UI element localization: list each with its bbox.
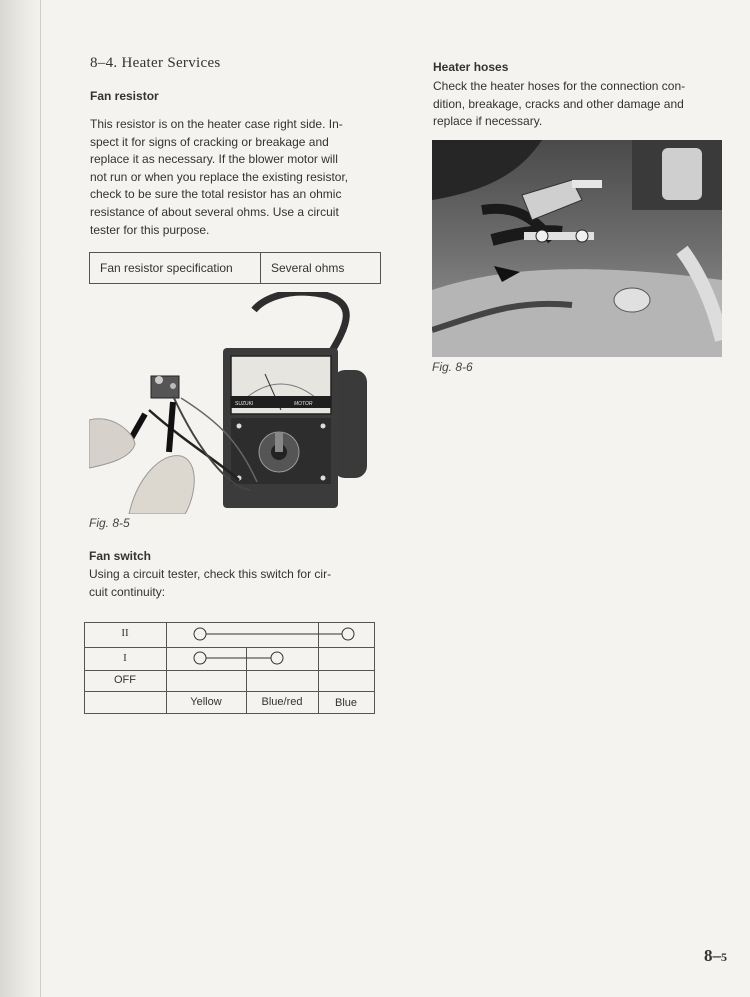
fan-resistor-paragraph bbox=[90, 116, 382, 239]
text-line: dition, breakage, cracks and other damage and bbox=[433, 96, 684, 111]
spec-value: Several ohms bbox=[261, 253, 381, 284]
page-spine-edge bbox=[40, 0, 41, 997]
tester-motor-text: MOTOR bbox=[294, 401, 313, 407]
terminal-circle bbox=[271, 652, 283, 664]
text-line: tester for this purpose. bbox=[90, 222, 210, 237]
continuity-diagram bbox=[84, 622, 375, 714]
terminal-circle bbox=[194, 628, 206, 640]
wire-yellow-label: Yellow bbox=[190, 696, 222, 708]
text-line: cuit continuity: bbox=[89, 584, 166, 599]
tester-brand-text: SUZUKI bbox=[235, 401, 254, 407]
fan-switch-heading: Fan switch bbox=[89, 549, 152, 563]
fig-8-5-caption: Fig. 8-5 bbox=[89, 516, 130, 530]
fig-8-6-photo bbox=[432, 140, 722, 357]
heater-hoses-heading: Heater hoses bbox=[433, 60, 509, 74]
terminal-circle bbox=[194, 652, 206, 664]
text-line: resistance of about several ohms. Use a circuit bbox=[90, 204, 339, 219]
text-line: not run or when you replace the existing resistor, bbox=[90, 169, 349, 184]
fan-resistor-spec-table bbox=[89, 252, 381, 284]
switch-position-ii: II bbox=[121, 627, 129, 639]
engine-bay-illustration bbox=[432, 140, 722, 357]
fig-8-5-photo bbox=[89, 292, 376, 514]
text-line: This resistor is on the heater case right side. In- bbox=[90, 117, 343, 131]
fan-switch-paragraph bbox=[89, 566, 381, 601]
heater-hoses-paragraph bbox=[433, 78, 723, 131]
page-number-main: 8– bbox=[704, 946, 721, 965]
switch-position-off: OFF bbox=[114, 674, 136, 686]
text-line: replace if necessary. bbox=[433, 114, 543, 129]
fan-switch-continuity-table bbox=[84, 622, 375, 714]
page-spine-shadow bbox=[0, 0, 42, 997]
fan-resistor-heading: Fan resistor bbox=[90, 89, 159, 103]
fig-8-6-caption: Fig. 8-6 bbox=[432, 360, 473, 374]
text-line: replace it as necessary. If the blower motor will bbox=[90, 152, 338, 167]
terminal-circle bbox=[342, 628, 354, 640]
spec-row bbox=[90, 253, 381, 284]
section-title: 8–4. Heater Services bbox=[90, 55, 221, 71]
text-line: check to be sure the total resistor has an ohmic bbox=[90, 187, 342, 202]
spec-label: Fan resistor specification bbox=[90, 253, 261, 284]
text-line: spect it for signs of cracking or breakage and bbox=[90, 134, 329, 149]
wire-blue-red-label: Blue/red bbox=[261, 696, 303, 708]
circuit-tester-illustration bbox=[89, 292, 376, 514]
wire-blue-label: Blue bbox=[334, 697, 358, 709]
page-number-sub: 5 bbox=[721, 950, 727, 964]
page-number bbox=[704, 946, 727, 966]
text-line: Check the heater hoses for the connection con- bbox=[433, 79, 686, 93]
text-line: Using a circuit tester, check this switch for cir- bbox=[89, 567, 332, 581]
switch-position-i: I bbox=[123, 652, 127, 664]
